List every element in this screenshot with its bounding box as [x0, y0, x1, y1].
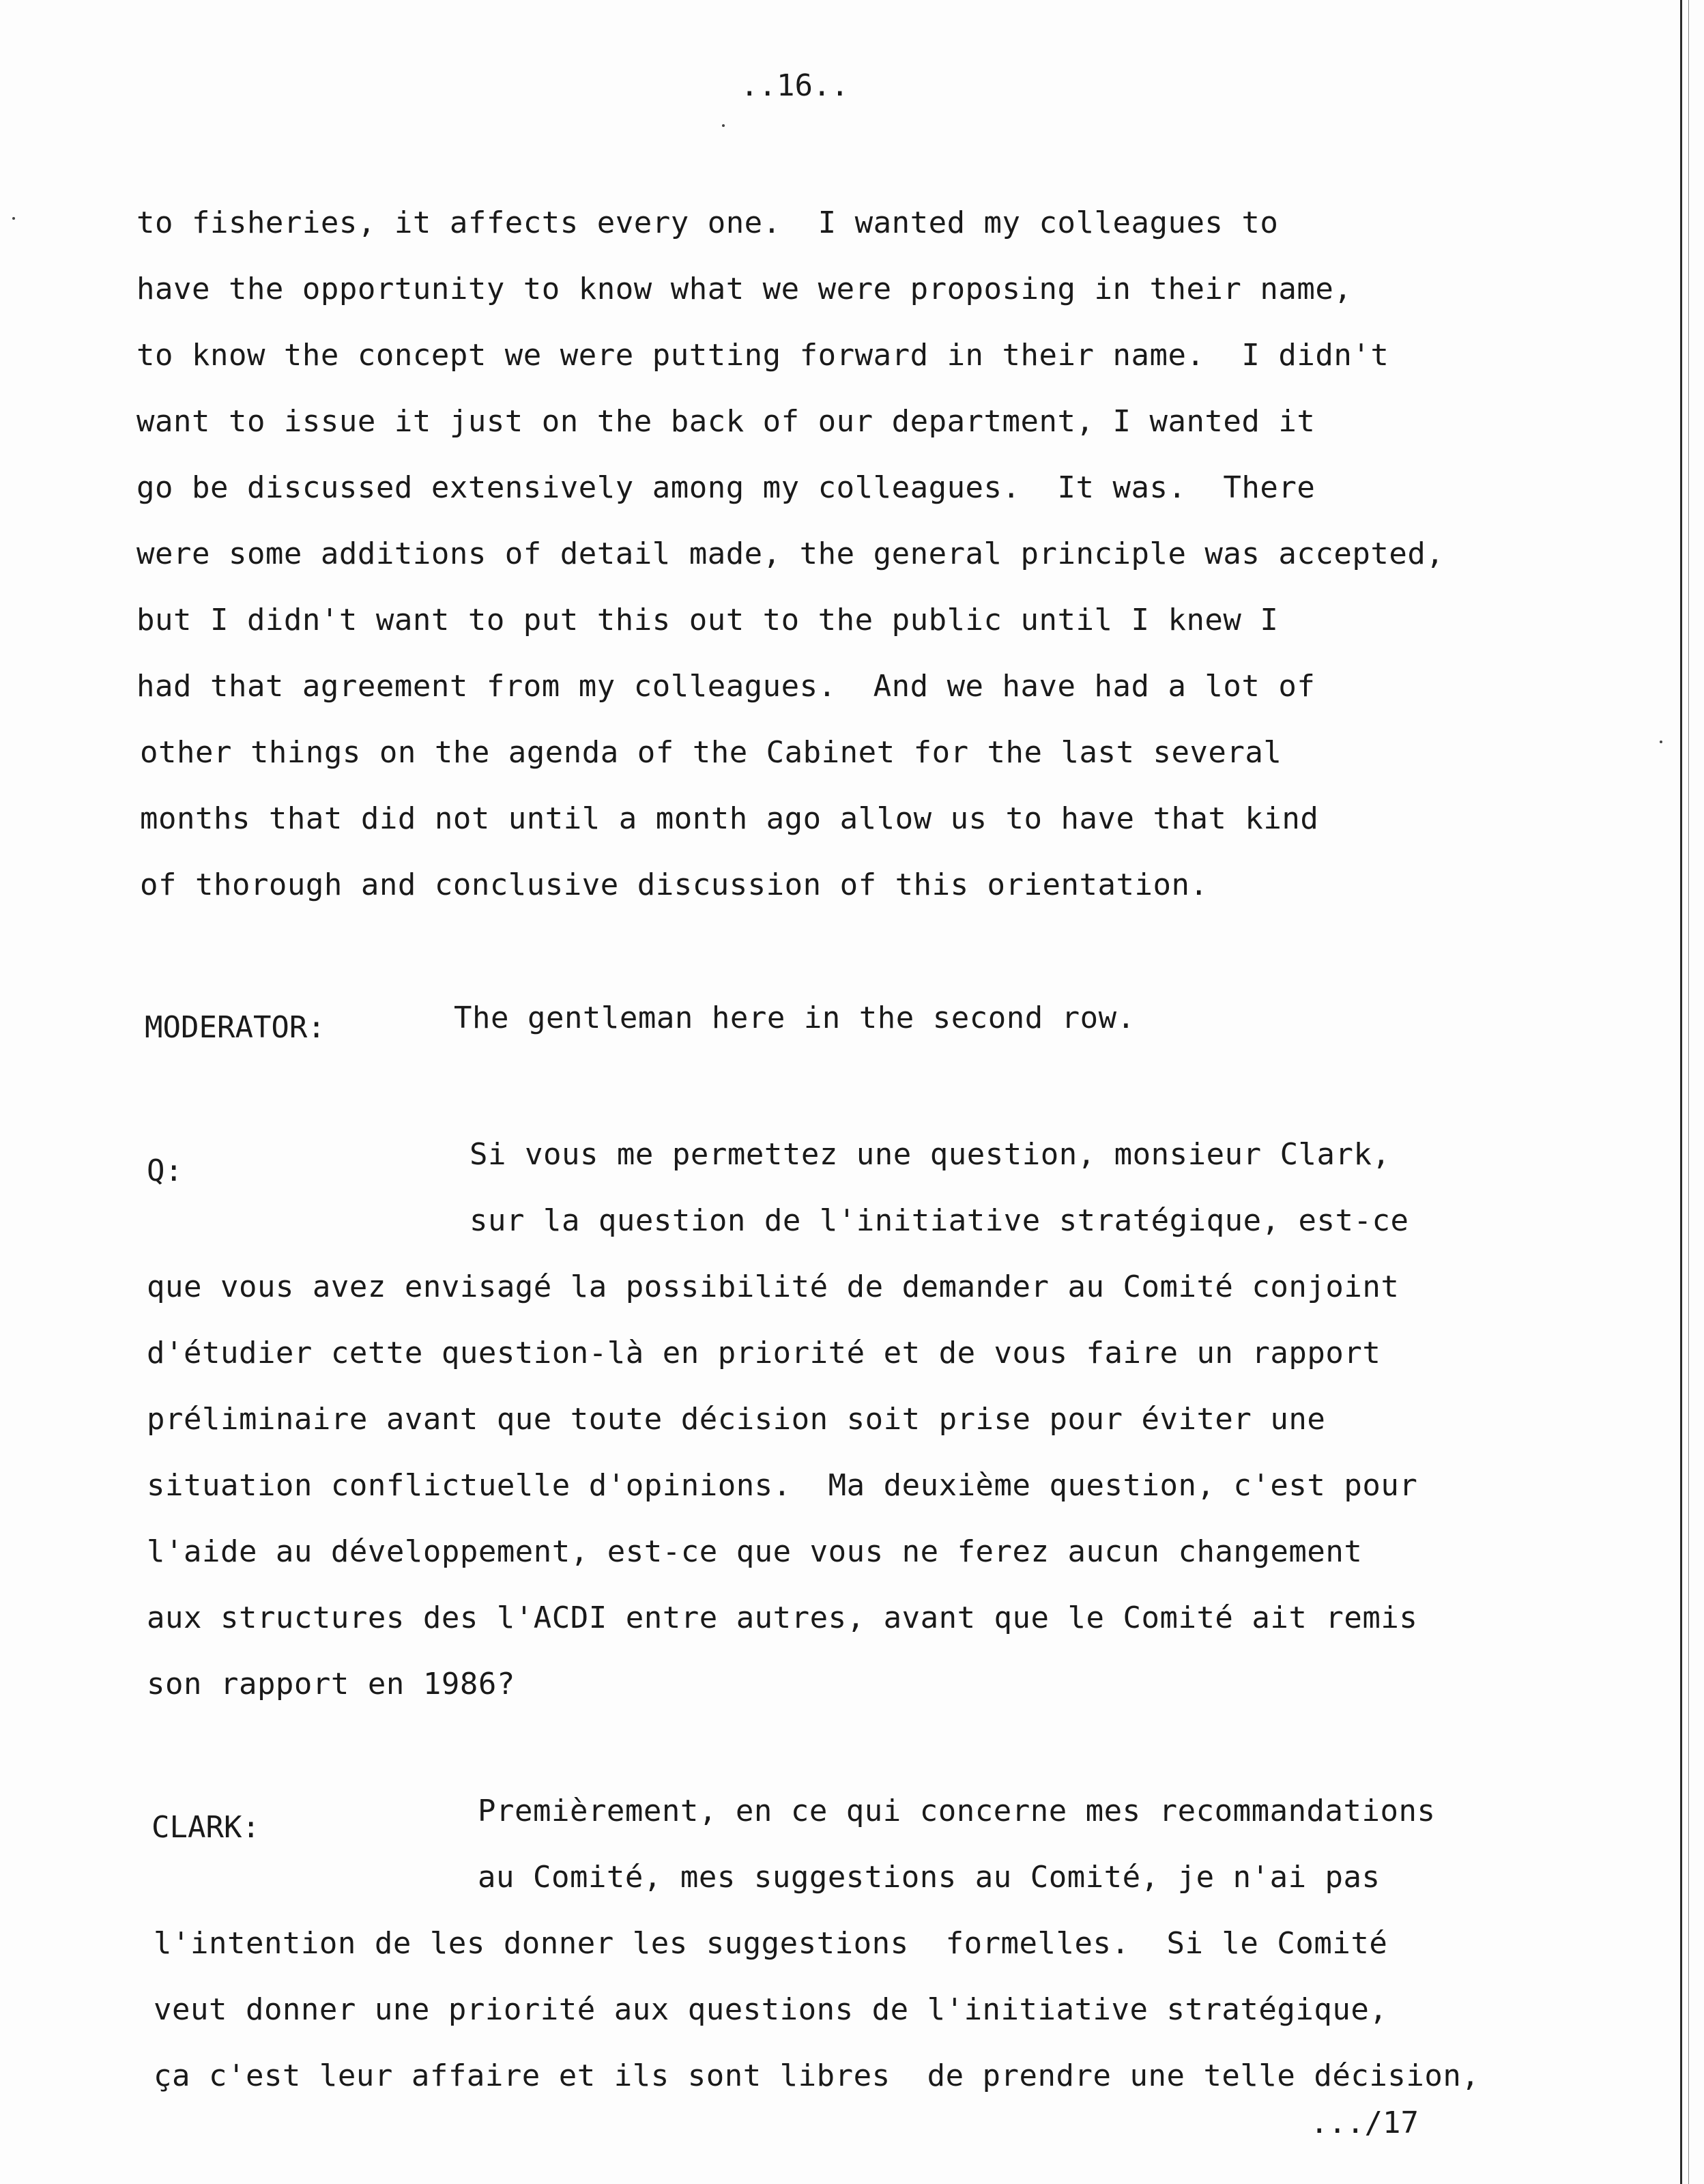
text-line: but I didn't want to put this out to the public until I knew I [136, 603, 1279, 637]
text-line: of thorough and conclusive discussion of this orientation. [140, 867, 1209, 902]
question-text-line: que vous avez envisagé la possibilité de demander au Comité conjoint [147, 1269, 1400, 1304]
question-text-line: aux structures des l'ACDI entre autres, avant que le Comité ait remis [147, 1600, 1418, 1635]
scan-edge-line-secondary [1688, 0, 1689, 2184]
question-text-line: situation conflictuelle d'opinions. Ma deuxième question, c'est pour [147, 1468, 1418, 1503]
clark-text-line: l'intention de les donner les suggestions formelles. Si le Comité [154, 1926, 1388, 1961]
scan-speck [12, 217, 15, 220]
question-text-line: Si vous me permettez une question, monsieur Clark, [470, 1137, 1391, 1172]
question-text-line: sur la question de l'initiative stratégique, est-ce [470, 1203, 1409, 1238]
clark-text-line: au Comité, mes suggestions au Comité, je n'ai pas [478, 1860, 1381, 1895]
question-text-line: l'aide au développement, est-ce que vous ne ferez aucun changement [147, 1534, 1363, 1569]
question-text-line: préliminaire avant que toute décision soit prise pour éviter une [147, 1402, 1326, 1437]
text-line: go be discussed extensively among my colleagues. It was. There [136, 470, 1316, 505]
scan-edge-line [1680, 0, 1682, 2184]
page-number: ..16.. [740, 68, 849, 103]
clark-text-line: veut donner une priorité aux questions de l'initiative stratégique, [154, 1992, 1388, 2027]
moderator-text: The gentleman here in the second row. [454, 1001, 1136, 1035]
text-line: to fisheries, it affects every one. I wanted my colleagues to [136, 205, 1279, 240]
question-text-line: son rapport en 1986? [147, 1667, 515, 1701]
continuation-marker: .../17 [1310, 2106, 1419, 2140]
text-line: had that agreement from my colleagues. And we have had a lot of [136, 669, 1316, 704]
question-text-line: d'étudier cette question-là en priorité et de vous faire un rapport [147, 1336, 1381, 1370]
clark-text-line: Premièrement, en ce qui concerne mes recommandations [478, 1794, 1436, 1828]
scan-speck [1660, 741, 1662, 743]
text-line: want to issue it just on the back of our department, I wanted it [136, 404, 1316, 439]
text-line: other things on the agenda of the Cabinet for the last several [140, 735, 1282, 770]
clark-text-line: ça c'est leur affaire et ils sont libres de prendre une telle décision, [154, 2058, 1480, 2093]
clark-speaker-label: CLARK: [151, 1810, 260, 1845]
question-speaker-label: Q: [147, 1153, 183, 1188]
text-line: months that did not until a month ago allow us to have that kind [140, 801, 1319, 836]
text-line: have the opportunity to know what we were proposing in their name, [136, 272, 1353, 306]
text-line: to know the concept we were putting forward in their name. I didn't [136, 338, 1389, 373]
scan-speck [722, 124, 725, 127]
text-line: were some additions of detail made, the general principle was accepted, [136, 536, 1445, 571]
moderator-speaker-label: MODERATOR: [145, 1010, 326, 1045]
